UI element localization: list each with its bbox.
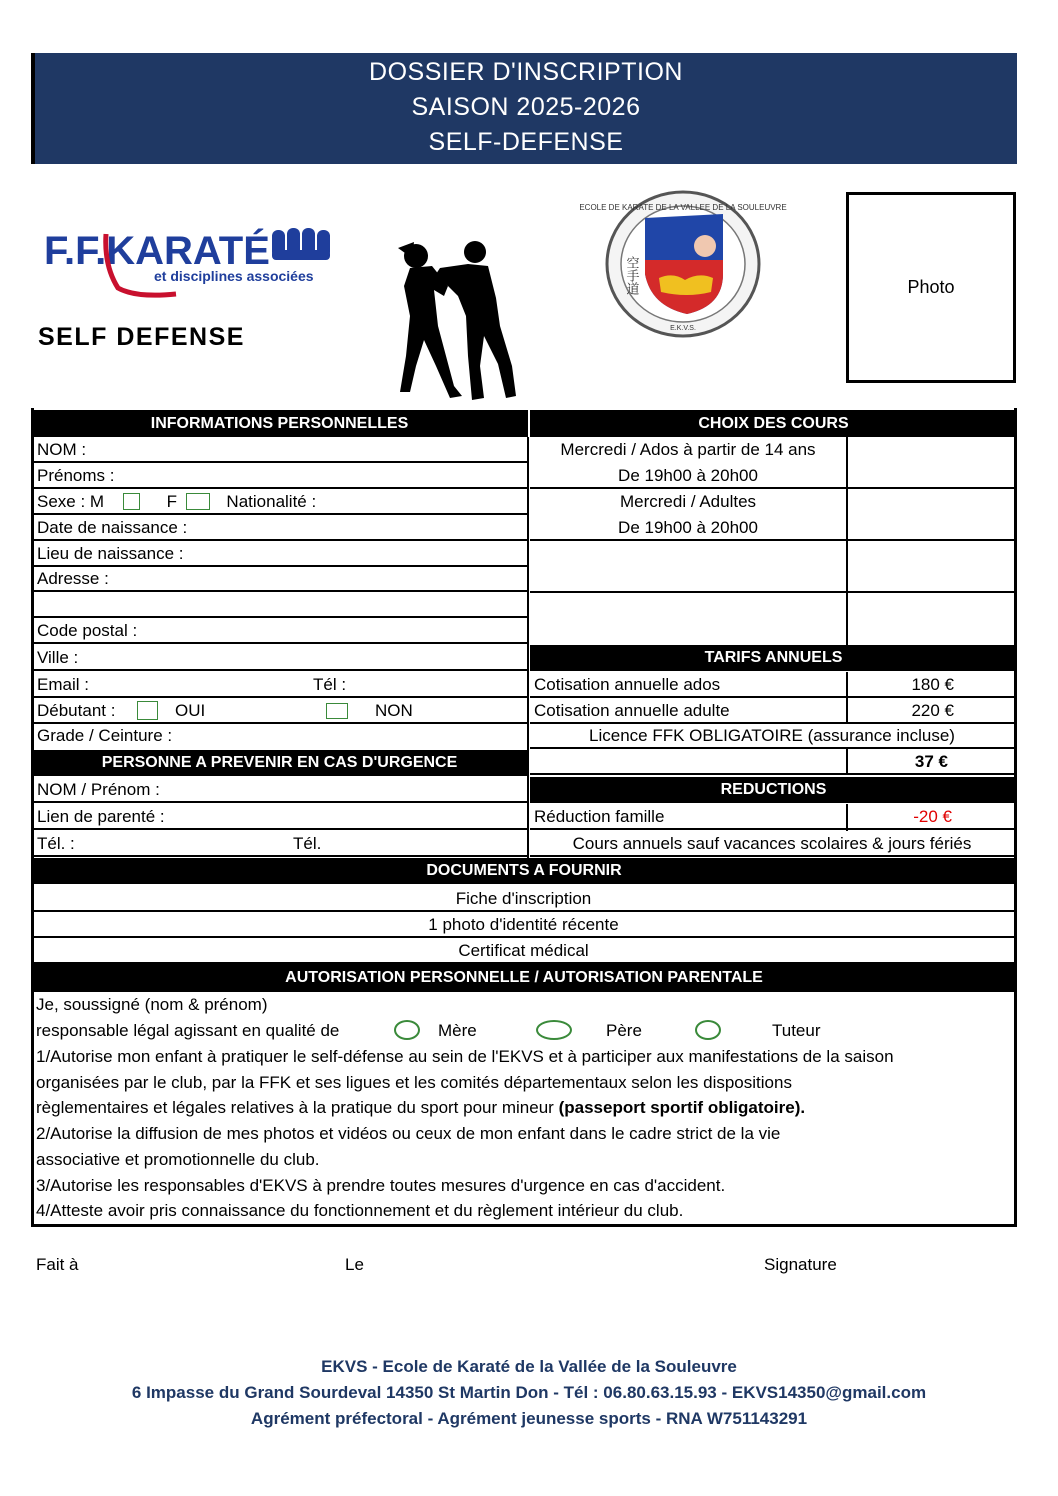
radio-tuteur[interactable] xyxy=(695,1020,721,1040)
ffk-logo-text: F.F.KARATÉ xyxy=(44,229,270,273)
club-kanji: 空手道 xyxy=(623,256,639,295)
footer-contact: 6 Impasse du Grand Sourdeval 14350 St Martin Don - Tél : 06.80.63.15.93 - EKVS14350@gmail.com xyxy=(131,1383,927,1402)
course-adultes-select[interactable] xyxy=(848,489,1017,541)
field-email-label: Email : xyxy=(37,675,89,694)
course-adultes-time: De 19h00 à 20h00 xyxy=(618,518,758,537)
autorisation-header: AUTORISATION PERSONNELLE / AUTORISATION PARENTALE xyxy=(31,964,1017,992)
photo-box[interactable] xyxy=(846,192,1016,383)
tarif-adulte-label: Cotisation annuelle adulte xyxy=(530,698,846,724)
radio-pere-label: Père xyxy=(606,1021,642,1040)
course-empty-2-select[interactable] xyxy=(848,593,1017,645)
field-adresse[interactable] xyxy=(33,566,528,592)
urgence-tel[interactable] xyxy=(33,831,528,857)
radio-mere-label: Mère xyxy=(438,1021,477,1040)
reduction-famille-label: Réduction famille xyxy=(530,804,846,830)
courses-header: CHOIX DES COURS xyxy=(530,410,1017,437)
header-banner xyxy=(31,53,1017,164)
autorisation-qualite: responsable légal agissant en qualité de xyxy=(36,1021,340,1040)
field-ville-label: Ville : xyxy=(37,648,79,667)
urgence-nom[interactable] xyxy=(33,777,528,803)
checkbox-sexe-m[interactable] xyxy=(123,493,140,510)
header-season: SAISON 2025-2026 xyxy=(411,93,641,121)
autorisation-p1c xyxy=(36,1095,805,1121)
radio-tuteur-label: Tuteur xyxy=(772,1021,821,1040)
tarif-adulte-price: 220 € xyxy=(848,698,1014,724)
checkbox-sexe-f[interactable] xyxy=(186,493,210,510)
discipline-title: SELF DEFENSE xyxy=(38,323,245,351)
autorisation-soussigne: Je, soussigné (nom & prénom) xyxy=(36,995,268,1014)
course-adultes xyxy=(530,489,846,541)
course-empty-1 xyxy=(530,541,846,593)
header-discipline: SELF-DEFENSE xyxy=(428,128,624,156)
autorisation-p4: 4/Atteste avoir pris connaissance du fonctionnement et du règlement intérieur du club. xyxy=(36,1201,684,1220)
tarif-ados-price: 180 € xyxy=(848,672,1014,698)
ffk-logo-subtext: et disciplines associées xyxy=(154,268,314,284)
field-sexe-label: Sexe : M xyxy=(37,492,105,511)
club-initials: E.K.V.S. xyxy=(670,325,696,332)
licence-label: Licence FFK OBLIGATOIRE (assurance incluse) xyxy=(530,723,1014,749)
footer-agrement: Agrément préfectoral - Agrément jeunesse sports - RNA W751143291 xyxy=(250,1409,808,1428)
field-nationalite-label: Nationalité : xyxy=(226,492,317,511)
checkbox-debutant-non[interactable] xyxy=(326,703,348,719)
course-ados-time: De 19h00 à 20h00 xyxy=(618,466,758,485)
autorisation-p2a: 2/Autorise la diffusion de mes photos et vidéos ou ceux de mon enfant dans le cadre strict de la vie xyxy=(36,1124,781,1143)
course-adultes-name: Mercredi / Adultes xyxy=(619,492,757,511)
autorisation-p1a: 1/Autorise mon enfant à pratiquer le self-défense au sein de l'EKVS et à participer aux manifestations de la saison xyxy=(36,1047,894,1066)
reduction-note: Cours annuels sauf vacances scolaires & jours fériés xyxy=(530,831,1014,857)
radio-mere[interactable] xyxy=(394,1020,420,1040)
course-empty-1-select[interactable] xyxy=(848,541,1017,593)
field-date-naissance-label: Date de naissance : xyxy=(37,518,188,537)
autorisation-p1c-bold: (passeport sportif obligatoire). xyxy=(558,1098,806,1117)
document-item: Certificat médical xyxy=(33,938,1014,964)
fist-icon xyxy=(272,228,330,260)
course-ados-name: Mercredi / Ados à partir de 14 ans xyxy=(560,440,816,459)
reduction-famille-value: -20 € xyxy=(848,804,1014,830)
signature-label: Signature xyxy=(764,1255,837,1274)
signature-fait: Fait à xyxy=(36,1255,79,1274)
field-adresse-label: Adresse : xyxy=(37,569,109,588)
urgence-nom-label: NOM / Prénom : xyxy=(37,780,160,799)
field-ville[interactable] xyxy=(33,645,528,671)
document-item: Fiche d'inscription xyxy=(33,886,1014,912)
photo-label: Photo xyxy=(907,277,955,297)
field-adresse-2[interactable] xyxy=(33,592,528,618)
autorisation-p1b: organisées par le club, par la FFK et ses ligues et les comités départementaux selon les dispositions xyxy=(36,1073,792,1092)
club-ring-text: ECOLE DE KARATE DE LA VALLEE DE LA SOULEUVRE xyxy=(579,203,787,212)
field-lieu-naissance-label: Lieu de naissance : xyxy=(37,544,184,563)
field-nom[interactable] xyxy=(33,437,528,463)
field-tel-label: Tél : xyxy=(313,675,347,694)
reductions-header: REDUCTIONS xyxy=(530,777,1017,803)
field-date-naissance[interactable] xyxy=(33,515,528,541)
field-nom-label: NOM : xyxy=(37,440,87,459)
signature-le: Le xyxy=(345,1255,364,1274)
field-grade-label: Grade / Ceinture : xyxy=(37,726,173,745)
tarifs-header: TARIFS ANNUELS xyxy=(530,645,1017,671)
urgence-lien[interactable] xyxy=(33,804,528,830)
course-ados-select[interactable] xyxy=(848,437,1017,489)
urgence-tel2-label: Tél. xyxy=(293,834,322,853)
field-prenoms[interactable] xyxy=(33,463,528,489)
urgence-lien-label: Lien de parenté : xyxy=(37,807,165,826)
checkbox-debutant-oui[interactable] xyxy=(137,701,158,720)
field-email[interactable] xyxy=(33,672,528,698)
documents-header: DOCUMENTS A FOURNIR xyxy=(31,858,1017,884)
field-grade[interactable] xyxy=(33,723,528,749)
course-empty-2 xyxy=(530,593,846,645)
personal-info-header: INFORMATIONS PERSONNELLES xyxy=(31,410,528,437)
course-ados xyxy=(530,437,846,489)
club-logo xyxy=(579,188,787,340)
radio-pere[interactable] xyxy=(536,1020,572,1040)
autorisation-p2b: associative et promotionnelle du club. xyxy=(36,1150,320,1169)
urgence-header: PERSONNE A PREVENIR EN CAS D'URGENCE xyxy=(31,750,528,776)
self-defense-silhouette-icon xyxy=(388,236,523,402)
autorisation-p3: 3/Autorise les responsables d'EKVS à prendre toutes mesures d'urgence en cas d'accident. xyxy=(36,1176,726,1195)
field-debutant-non-label: NON xyxy=(375,701,413,720)
licence-price: 37 € xyxy=(848,749,1014,775)
field-lieu-naissance[interactable] xyxy=(33,541,528,567)
header-title: DOSSIER D'INSCRIPTION xyxy=(369,58,683,86)
field-debutant xyxy=(33,698,528,724)
field-code-postal[interactable] xyxy=(33,618,528,644)
urgence-tel1-label: Tél. : xyxy=(37,834,75,853)
autorisation-p1c-text: règlementaires et légales relatives à la pratique du sport pour mineur xyxy=(36,1098,554,1117)
ffk-logo xyxy=(44,226,344,301)
field-debutant-label: Débutant : xyxy=(37,701,116,720)
field-prenoms-label: Prénoms : xyxy=(37,466,115,485)
footer-club-name: EKVS - Ecole de Karaté de la Vallée de la Souleuvre xyxy=(321,1357,737,1376)
field-code-postal-label: Code postal : xyxy=(37,621,138,640)
field-sexe-f-label: F xyxy=(166,492,177,511)
tarif-ados-label: Cotisation annuelle ados xyxy=(530,672,846,698)
field-debutant-oui-label: OUI xyxy=(175,701,206,720)
licence-empty xyxy=(530,749,846,775)
field-sexe xyxy=(33,489,528,515)
document-item: 1 photo d'identité récente xyxy=(33,912,1014,938)
